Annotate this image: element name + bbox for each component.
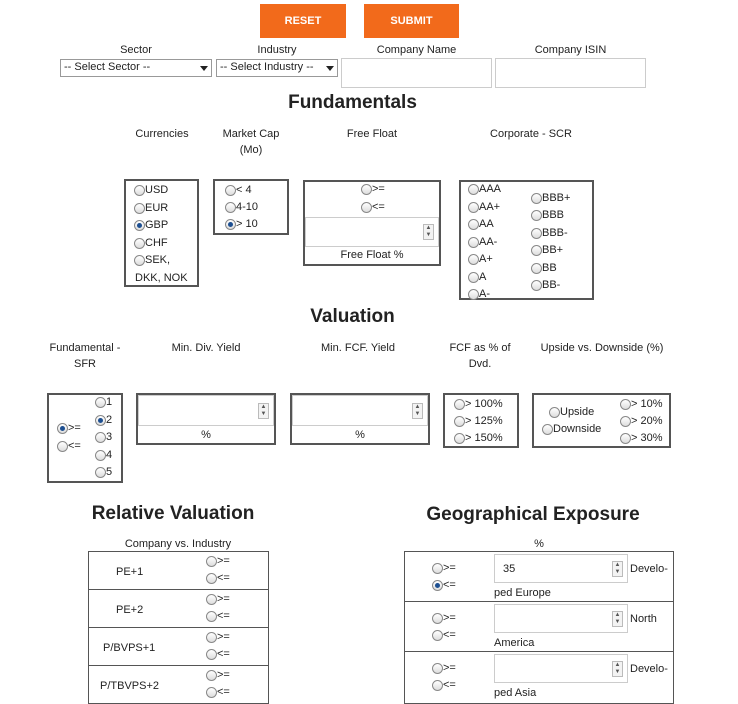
geo-row-north-america xyxy=(404,602,674,652)
geo-subtitle: % xyxy=(534,538,544,550)
sfr-3[interactable]: 3 xyxy=(95,431,112,444)
sfr-5[interactable]: 5 xyxy=(95,466,112,479)
geo-input-europe[interactable]: 35 ▲ ▼ xyxy=(494,554,628,583)
relative-valuation-title: Relative Valuation xyxy=(91,503,255,524)
company-name-input[interactable] xyxy=(341,58,492,88)
spinner-icon[interactable]: ▲ ▼ xyxy=(423,224,434,240)
relative-lte[interactable]: <= xyxy=(206,610,230,623)
sector-label: Sector xyxy=(120,44,152,56)
submit-button[interactable]: SUBMIT xyxy=(364,4,459,38)
marketcap-lt4[interactable]: < 4 xyxy=(225,184,252,197)
relative-lte[interactable]: <= xyxy=(206,686,230,699)
geo-region-label-2: ped Europe xyxy=(494,587,551,599)
relative-row-pbvps1 xyxy=(88,628,269,666)
scr-bb-minus[interactable]: BB- xyxy=(531,279,560,292)
geo-lte[interactable]: <= xyxy=(432,679,456,692)
freefloat-caption: Free Float % xyxy=(340,249,404,261)
chevron-down-icon xyxy=(326,66,334,71)
relative-row-label: PE+2 xyxy=(116,604,144,616)
fcf-yield-label: Min. FCF. Yield xyxy=(321,342,395,354)
updown-upside[interactable]: Upside xyxy=(549,406,594,419)
relative-row-label: PE+1 xyxy=(116,566,144,578)
isin-label: Company ISIN xyxy=(534,44,607,56)
isin-input[interactable] xyxy=(495,58,646,88)
currency-usd[interactable]: USD xyxy=(134,184,168,197)
marketcap-gt10[interactable]: > 10 xyxy=(225,218,258,231)
fundamentals-title: Fundamentals xyxy=(288,92,417,113)
scr-aa-plus[interactable]: AA+ xyxy=(468,201,500,214)
geo-table xyxy=(404,551,674,703)
geo-gte[interactable]: >= xyxy=(432,662,456,675)
div-yield-unit: % xyxy=(201,429,211,441)
geo-title: Geographical Exposure xyxy=(426,504,640,525)
freefloat-gte[interactable]: >= xyxy=(361,183,385,196)
spinner-icon[interactable]: ▲ ▼ xyxy=(412,403,423,419)
relative-row-label: P/TBVPS+2 xyxy=(100,680,160,692)
sfr-1[interactable]: 1 xyxy=(95,396,112,409)
relative-lte[interactable]: <= xyxy=(206,572,230,585)
scr-bb[interactable]: BB xyxy=(531,262,557,275)
fcf-yield-box xyxy=(290,393,430,445)
currencies-box xyxy=(124,179,199,287)
marketcap-label: Market Cap (Mo) xyxy=(222,128,280,156)
scr-aa-minus[interactable]: AA- xyxy=(468,236,497,249)
spinner-icon[interactable]: ▲ ▼ xyxy=(258,403,269,419)
currency-gbp[interactable]: GBP xyxy=(134,219,168,232)
relative-lte[interactable]: <= xyxy=(206,648,230,661)
fcf-dvd-label: FCF as % of Dvd. xyxy=(449,342,511,370)
scr-bb-plus[interactable]: BB+ xyxy=(531,244,563,257)
geo-input-asia[interactable] xyxy=(494,654,628,683)
currencies-label: Currencies xyxy=(135,128,189,140)
freefloat-lte[interactable]: <= xyxy=(361,201,385,214)
industry-select[interactable] xyxy=(216,59,338,77)
marketcap-box xyxy=(213,179,289,235)
fcfdvd-125[interactable]: > 125% xyxy=(454,415,503,428)
fcf-yield-unit: % xyxy=(355,429,365,441)
relative-row-pe2 xyxy=(88,590,269,628)
marketcap-4-10[interactable]: 4-10 xyxy=(225,201,258,214)
updown-label: Upside vs. Downside (%) xyxy=(540,342,664,354)
sector-select-value: -- Select Sector -- xyxy=(64,61,151,73)
valuation-title: Valuation xyxy=(310,306,395,327)
currency-sek-label: DKK, NOK xyxy=(135,272,188,284)
geo-region-label-2: America xyxy=(494,637,535,649)
relative-subtitle: Company vs. Industry xyxy=(124,538,232,550)
geo-lte[interactable]: <= xyxy=(432,579,456,592)
fcfdvd-150[interactable]: > 150% xyxy=(454,432,503,445)
relative-gte[interactable]: >= xyxy=(206,593,230,606)
chevron-down-icon xyxy=(200,66,208,71)
freefloat-label: Free Float xyxy=(346,128,398,140)
sfr-label: Fundamental - SFR xyxy=(49,342,121,370)
relative-row-ptbvps2 xyxy=(88,666,269,704)
currency-eur[interactable]: EUR xyxy=(134,202,168,215)
fcf-yield-input[interactable] xyxy=(292,395,428,426)
relative-gte[interactable]: >= xyxy=(206,555,230,568)
sector-select[interactable] xyxy=(60,59,212,77)
sfr-2[interactable]: 2 xyxy=(95,414,112,427)
currency-sek[interactable]: SEK, xyxy=(134,254,170,267)
sfr-4[interactable]: 4 xyxy=(95,449,112,462)
div-yield-box xyxy=(136,393,276,445)
sfr-gte[interactable]: >= xyxy=(57,422,81,435)
scr-a-plus[interactable]: A+ xyxy=(468,253,493,266)
updown-10[interactable]: > 10% xyxy=(620,398,663,411)
spinner-icon[interactable]: ▲ ▼ xyxy=(612,561,623,577)
geo-input-north-america[interactable] xyxy=(494,604,628,633)
relative-gte[interactable]: >= xyxy=(206,669,230,682)
geo-region-label: North xyxy=(630,613,657,625)
sfr-lte[interactable]: <= xyxy=(57,440,81,453)
geo-region-label-2: ped Asia xyxy=(494,687,537,699)
geo-gte[interactable]: >= xyxy=(432,562,456,575)
scr-aa[interactable]: AA xyxy=(468,218,494,231)
industry-select-value: -- Select Industry -- xyxy=(220,61,314,73)
updown-20[interactable]: > 20% xyxy=(620,415,663,428)
geo-row-europe xyxy=(404,552,674,602)
relative-table xyxy=(88,551,269,703)
geo-region-label: Develo- xyxy=(630,663,668,675)
div-yield-input[interactable] xyxy=(138,395,274,426)
div-yield-label: Min. Div. Yield xyxy=(171,342,241,354)
scr-bbb-plus[interactable]: BBB+ xyxy=(531,192,570,205)
geo-lte[interactable]: <= xyxy=(432,629,456,642)
scr-aaa[interactable]: AAA xyxy=(468,183,501,196)
fcf-dvd-box xyxy=(443,393,519,448)
scr-a[interactable]: A xyxy=(468,271,486,284)
relative-gte[interactable]: >= xyxy=(206,631,230,644)
updown-box xyxy=(532,393,671,448)
spinner-icon[interactable]: ▲ ▼ xyxy=(612,611,623,627)
scr-a-minus[interactable]: A- xyxy=(468,288,490,301)
geo-row-asia xyxy=(404,652,674,704)
geo-region-label: Develo- xyxy=(630,563,668,575)
updown-30[interactable]: > 30% xyxy=(620,432,663,445)
scr-bbb-minus[interactable]: BBB- xyxy=(531,227,568,240)
relative-row-label: P/BVPS+1 xyxy=(103,642,156,654)
industry-label: Industry xyxy=(257,44,297,56)
freefloat-input[interactable] xyxy=(305,217,439,247)
scr-bbb[interactable]: BBB xyxy=(531,209,564,222)
relative-row-pe1 xyxy=(88,552,269,590)
company-name-label: Company Name xyxy=(376,44,457,56)
fcfdvd-100[interactable]: > 100% xyxy=(454,398,503,411)
reset-button[interactable]: RESET xyxy=(260,4,346,38)
sfr-box xyxy=(47,393,123,483)
scr-box xyxy=(459,180,594,300)
updown-downside[interactable]: Downside xyxy=(542,423,601,436)
spinner-icon[interactable]: ▲ ▼ xyxy=(612,661,623,677)
freefloat-box xyxy=(303,180,441,266)
scr-label: Corporate - SCR xyxy=(490,128,572,140)
currency-chf[interactable]: CHF xyxy=(134,237,168,250)
geo-gte[interactable]: >= xyxy=(432,612,456,625)
